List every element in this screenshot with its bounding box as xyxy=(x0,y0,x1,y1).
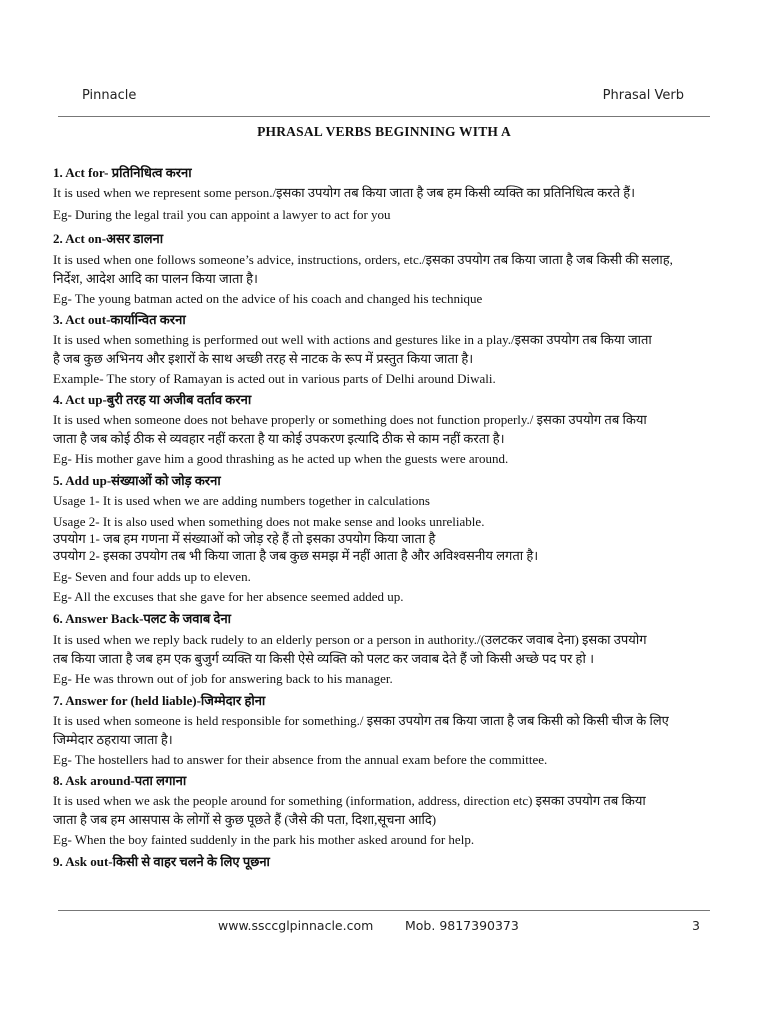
footer-divider xyxy=(58,910,710,911)
footer-website: www.ssccglpinnacle.com xyxy=(218,918,374,933)
entry-heading: 8. Ask around-पता लगाना xyxy=(53,773,187,788)
entry-text-line: It is used when we represent some person./इसका उपयोग तब किया जाता है जब हम किसी व्यक्ति का प्रतिनिधित्व करते हैं। xyxy=(53,185,636,200)
entry-text-line: तब किया जाता है जब हम एक बुजुर्ग व्यक्ति या किसी ऐसे व्यक्ति को पलट कर जवाब देते हैं जो किसी अच्छे पद पर हो । xyxy=(53,651,595,666)
entry-text-line: It is used when someone is held responsible for something./ इसका उपयोग तब किया जाता है जब किसी को किसी चीज के लिए xyxy=(53,713,669,728)
entry-text-line: जिम्मेदार ठहराया जाता है। xyxy=(53,732,173,747)
entry-heading: 6. Answer Back-पलट के जवाब देना xyxy=(53,611,232,626)
entry-text-line: Usage 2- It is also used when something does not make sense and looks unreliable. xyxy=(53,514,485,529)
entry-text-line: Example- The story of Ramayan is acted out in various parts of Delhi around Diwali. xyxy=(53,371,496,386)
entry-text-line: Eg- The hostellers had to answer for their absence from the annual exam before the committee. xyxy=(53,752,548,767)
header-left-text: Pinnacle xyxy=(82,88,137,103)
entry-text-line: It is used when we ask the people around for something (information, address, direction etc) इसका उपयोग तब किया xyxy=(53,793,646,808)
entry-text-line: Eg- He was thrown out of job for answering back to his manager. xyxy=(53,671,393,686)
entry-text-line: जाता है जब हम आसपास के लोगों से कुछ पूछते हैं (जैसे की पता, दिशा,सूचना आदि) xyxy=(53,812,437,827)
page-number: 3 xyxy=(692,918,700,933)
entry-text-line: It is used when we reply back rudely to an elderly person or a person in authority./(उलटकर जवाब देना) इसका उपयोग xyxy=(53,632,647,647)
entry-text-line: Usage 1- It is used when we are adding numbers together in calculations xyxy=(53,493,430,508)
entry-text-line: जाता है जब कोई ठीक से व्यवहार नहीं करता है या कोई उपकरण इत्यादि ठीक से काम नहीं करता है। xyxy=(53,431,505,446)
entry-heading: 1. Act for- प्रतिनिधित्व करना xyxy=(53,165,192,180)
entry-heading: 5. Add up-संख्याओं को जोड़ करना xyxy=(53,473,221,488)
header-right-text: Phrasal Verb xyxy=(602,88,684,103)
entry-heading: 4. Act up-बुरी तरह या अजीब वर्ताव करना xyxy=(53,392,252,407)
entry-text-line: है जब कुछ अभिनय और इशारों के साथ अच्छी तरह से नाटक के रूप में प्रस्तुत किया जाता है। xyxy=(53,351,474,366)
entry-text-line: It is used when one follows someone’s advice, instructions, orders, etc./इसका उपयोग तब किया जाता है जब किसी की सलाह, xyxy=(53,252,673,267)
entry-text-line: उपयोग 2- इसका उपयोग तब भी किया जाता है जब कुछ समझ में नहीं आता है और अविश्वसनीय लगता है। xyxy=(53,548,539,563)
entry-heading: 2. Act on-असर डालना xyxy=(53,231,164,246)
footer-mobile: Mob. 9817390373 xyxy=(405,918,519,933)
entry-heading: 3. Act out-कार्यान्वित करना xyxy=(53,312,186,327)
entry-text-line: It is used when something is performed out well with actions and gestures like in a play./इसका उपयोग तब किया जाता xyxy=(53,332,652,347)
entry-text-line: Eg- During the legal trail you can appoint a lawyer to act for you xyxy=(53,207,391,222)
entry-heading: 9. Ask out-किसी से वाहर चलने के लिए पूछना xyxy=(53,854,270,869)
page-title: PHRASAL VERBS BEGINNING WITH A xyxy=(257,124,511,139)
entry-text-line: निर्देश, आदेश आदि का पालन किया जाता है। xyxy=(53,271,258,286)
entry-heading: 7. Answer for (held liable)-जिम्मेदार होना xyxy=(53,693,266,708)
entry-text-line: Eg- Seven and four adds up to eleven. xyxy=(53,569,251,584)
entry-text-line: Eg- When the boy fainted suddenly in the park his mother asked around for help. xyxy=(53,832,475,847)
entry-text-line: Eg- All the excuses that she gave for her absence seemed added up. xyxy=(53,589,404,604)
header-divider xyxy=(58,116,710,117)
entry-text-line: Eg- The young batman acted on the advice of his coach and changed his technique xyxy=(53,291,483,306)
entry-text-line: उपयोग 1- जब हम गणना में संख्याओं को जोड़ रहे हैं तो इसका उपयोग किया जाता है xyxy=(53,531,436,546)
entry-text-line: It is used when someone does not behave properly or something does not function properly./ इसका उपयोग तब किया xyxy=(53,412,647,427)
entry-text-line: Eg- His mother gave him a good thrashing as he acted up when the guests were around. xyxy=(53,451,509,466)
